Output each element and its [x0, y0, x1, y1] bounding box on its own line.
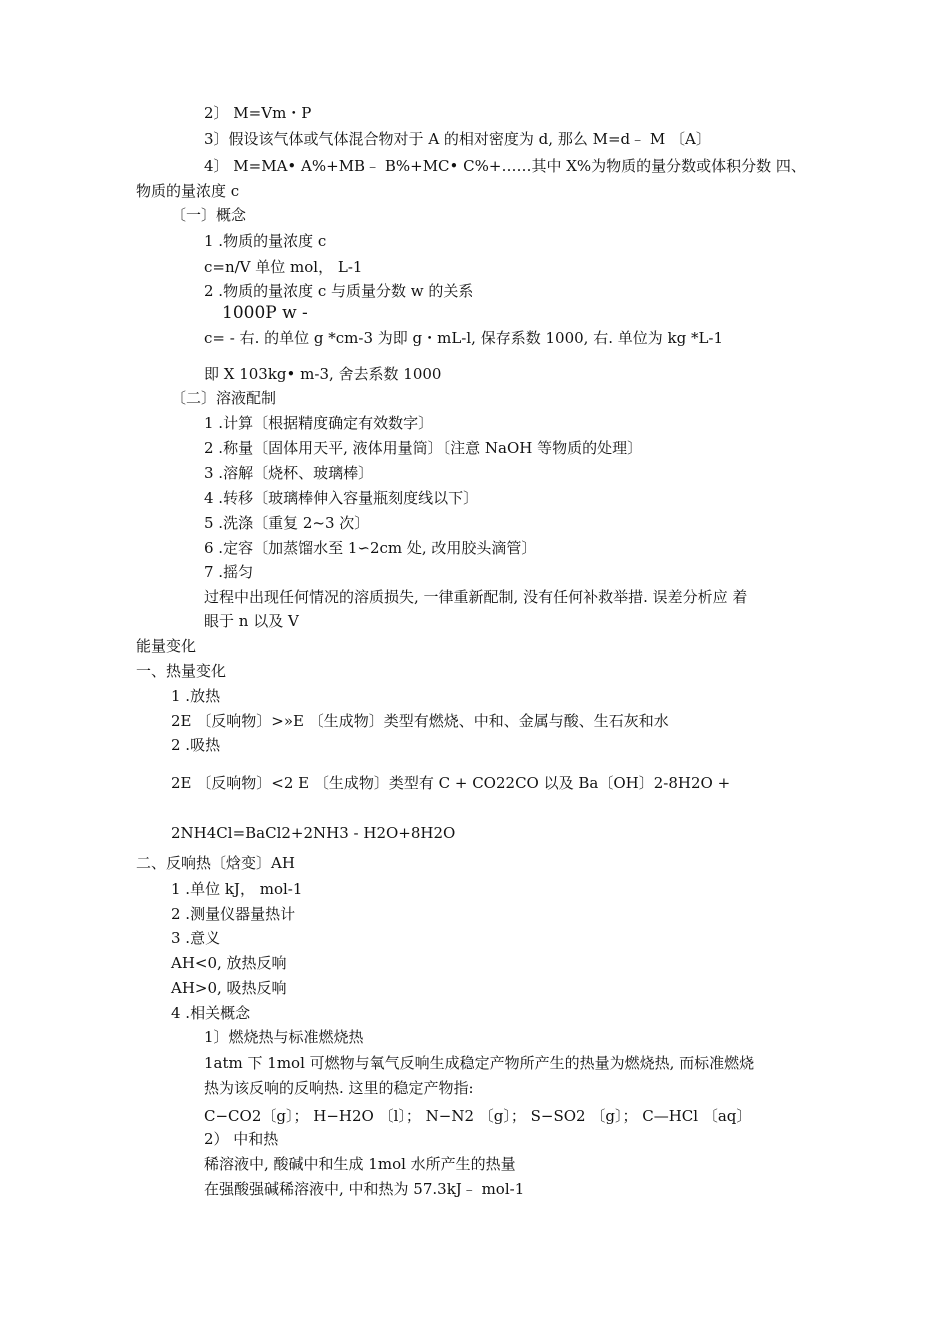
text-line: 1 .物质的量浓度 c [204, 232, 327, 250]
text-line: 2E 〔反响物〕<2 E 〔生成物〕类型有 C + CO22CO 以及 Ba〔OH〕2-8H2O + [171, 774, 731, 792]
list-item: 5 .洗涤〔重复 2~3 次〕 [204, 514, 370, 532]
list-item: 2 .测量仪器量热计 [171, 905, 296, 923]
text-line: 2 .物质的量浓度 c 与质量分数 w 的关系 [204, 282, 474, 300]
text-line: 眼于 n 以及 V [204, 612, 299, 630]
sub-item: 1〕燃烧热与标准燃烧热 [204, 1028, 364, 1046]
sub-item: 2） 中和热 [204, 1130, 279, 1148]
text-line: AH>0, 吸热反响 [171, 979, 287, 997]
formula-line: 1000P w - [222, 303, 308, 323]
section-heading: 〔一〕概念 [171, 206, 247, 224]
text-line: c= - 右. 的单位 g *cm-3 为即 g・mL-l, 保存系数 1000, 右. 单位为 kg *L-1 [204, 329, 724, 347]
text-line: 即 X 103kg• m-3, 舍去系数 1000 [204, 365, 442, 383]
text-line: 4〕 M=MA• A%+MB﹣ B%+MC• C%+……其中 X%为物质的量分数或体积分数 四、 [204, 157, 806, 175]
list-item: 7 .摇匀 [204, 563, 254, 581]
text-line: 在强酸强碱稀溶液中, 中和热为 57.3kJ﹣ mol-1 [204, 1180, 525, 1198]
list-item: 4 .转移〔玻璃棒伸入容量瓶刻度线以下〕 [204, 489, 479, 507]
list-item: 6 .定容〔加蒸馏水至 1∽2cm 处, 改用胶头滴管〕 [204, 539, 537, 557]
text-line: AH<0, 放热反响 [171, 954, 287, 972]
section-heading: 二、反响热〔焓变〕AH [136, 854, 295, 872]
list-item: 1 .单位 kJ， mol-1 [171, 880, 303, 898]
text-line: 1atm 下 1mol 可燃物与氧气反响生成稳定产物所产生的热量为燃烧热, 而标准燃烧 [204, 1054, 755, 1072]
list-item: 1 .放热 [171, 687, 221, 705]
text-line: 3〕假设该气体或气体混合物对于 A 的相对密度为 d, 那么 M=d﹣ M 〔A〕 [204, 130, 711, 148]
list-item: 1 .计算〔根据精度确定有效数字〕 [204, 414, 434, 432]
text-line: 2E 〔反响物〕>»E 〔生成物〕类型有燃烧、中和、金属与酸、生石灰和水 [171, 712, 669, 730]
list-item: 2 .吸热 [171, 736, 221, 754]
list-item: 3 .溶解〔烧杯、玻璃棒〕 [204, 464, 374, 482]
text-line: 热为该反响的反响热. 这里的稳定产物指: [204, 1079, 474, 1097]
text-line: 2〕 M=Vm・P [204, 104, 312, 122]
section-heading: 〔二〕溶液配制 [171, 389, 277, 407]
list-item: 4 .相关概念 [171, 1004, 251, 1022]
section-heading: 一、热量变化 [136, 662, 227, 680]
text-line: 物质的量浓度 c [136, 182, 240, 200]
text-line: 过程中出现任何情况的溶质损失, 一律重新配制, 没有任何补救举措. 误差分析应 着 [204, 588, 748, 606]
list-item: 2 .称量〔固体用天平, 液体用量筒〕〔注意 NaOH 等物质的处理〕 [204, 439, 643, 457]
text-line: 稀溶液中, 酸碱中和生成 1mol 水所产生的热量 [204, 1155, 516, 1173]
text-line: c=n/V 单位 mol， L-1 [204, 258, 363, 276]
chapter-heading: 能量变化 [136, 637, 197, 655]
list-item: 3 .意义 [171, 929, 221, 947]
text-line: 2NH4Cl=BaCl2+2NH3 - H2O+8H2O [171, 824, 456, 842]
text-line: C−CO2〔g〕； H−H2O 〔l〕； N−N2 〔g〕； S−SO2 〔g〕； C—HCl 〔aq〕 [204, 1107, 752, 1125]
